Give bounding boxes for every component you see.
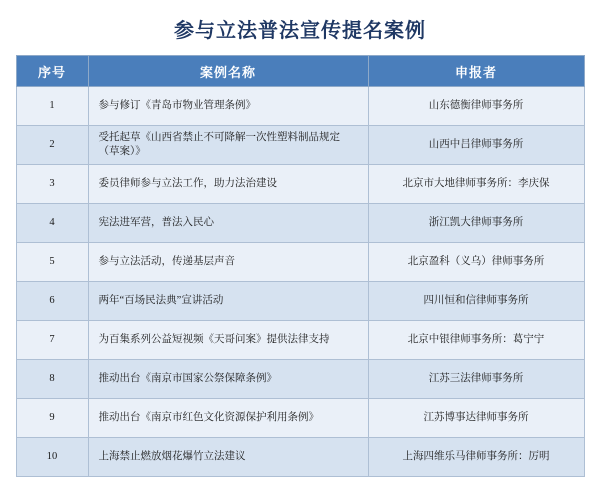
cell-seq: 6 bbox=[16, 282, 88, 321]
table-row bbox=[16, 438, 584, 477]
cell-applicant: 北京中银律师事务所：葛宁宁 bbox=[368, 321, 584, 360]
cell-applicant: 山西中吕律师事务所 bbox=[368, 126, 584, 165]
cell-seq: 8 bbox=[16, 360, 88, 399]
cell-applicant: 山东德衡律师事务所 bbox=[368, 87, 584, 126]
cell-seq: 3 bbox=[16, 165, 88, 204]
cell-applicant: 北京市大地律师事务所：李庆保 bbox=[368, 165, 584, 204]
column-header-applicant: 申报者 bbox=[368, 56, 584, 87]
page-title: 参与立法普法宣传提名案例 bbox=[174, 20, 426, 42]
cell-seq: 2 bbox=[16, 126, 88, 165]
table-row bbox=[16, 87, 584, 126]
table-row bbox=[16, 165, 584, 204]
nominated-cases-table bbox=[16, 55, 585, 477]
cell-case-name: 两年“百场民法典”宣讲活动 bbox=[88, 282, 368, 321]
cell-applicant: 江苏三法律师事务所 bbox=[368, 360, 584, 399]
cell-applicant: 四川恒和信律师事务所 bbox=[368, 282, 584, 321]
cell-seq: 1 bbox=[16, 87, 88, 126]
cell-seq: 9 bbox=[16, 399, 88, 438]
table-header bbox=[16, 56, 584, 87]
table-row bbox=[16, 243, 584, 282]
cell-applicant: 北京盈科（义乌）律师事务所 bbox=[368, 243, 584, 282]
cell-seq: 4 bbox=[16, 204, 88, 243]
cell-seq: 7 bbox=[16, 321, 88, 360]
cell-case-name: 参与立法活动，传递基层声音 bbox=[88, 243, 368, 282]
cell-applicant: 上海四维乐马律师事务所：厉明 bbox=[368, 438, 584, 477]
table-row bbox=[16, 360, 584, 399]
column-header-seq: 序号 bbox=[16, 56, 88, 87]
table-row bbox=[16, 399, 584, 438]
cell-case-name: 受托起草《山西省禁止不可降解一次性塑料制品规定（草案）》 bbox=[88, 126, 368, 165]
cell-seq: 10 bbox=[16, 438, 88, 477]
cell-applicant: 浙江凯大律师事务所 bbox=[368, 204, 584, 243]
cell-case-name: 为百集系列公益短视频《天哥问案》提供法律支持 bbox=[88, 321, 368, 360]
cell-seq: 5 bbox=[16, 243, 88, 282]
cell-case-name: 上海禁止燃放烟花爆竹立法建议 bbox=[88, 438, 368, 477]
table-row bbox=[16, 282, 584, 321]
column-header-case-name: 案例名称 bbox=[88, 56, 368, 87]
cell-case-name: 委员律师参与立法工作，助力法治建设 bbox=[88, 165, 368, 204]
table-header-row bbox=[16, 56, 584, 87]
cell-case-name: 推动出台《南京市红色文化资源保护利用条例》 bbox=[88, 399, 368, 438]
cell-applicant: 江苏博事达律师事务所 bbox=[368, 399, 584, 438]
cell-case-name: 宪法进军营，普法入民心 bbox=[88, 204, 368, 243]
cell-case-name: 参与修订《青岛市物业管理条例》 bbox=[88, 87, 368, 126]
cell-case-name: 推动出台《南京市国家公祭保障条例》 bbox=[88, 360, 368, 399]
table-row bbox=[16, 126, 584, 165]
table-body bbox=[16, 87, 584, 477]
table-row bbox=[16, 204, 584, 243]
table-row bbox=[16, 321, 584, 360]
